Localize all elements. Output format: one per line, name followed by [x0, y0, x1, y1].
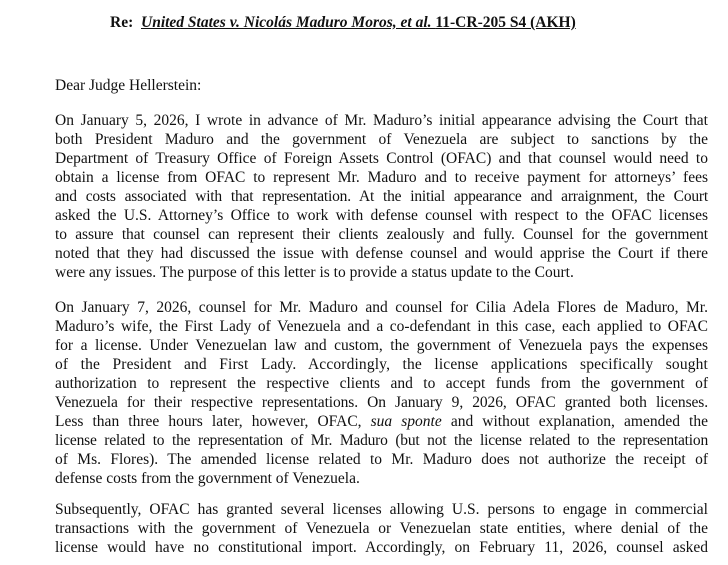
- paragraph-2-line-5: authorization to represent the respective clients and to accept funds from the government of: [55, 375, 708, 392]
- paragraph-1-line-4: obtain a license from OFAC to represent Mr. Maduro and to receive payment for attorneys’ fees: [55, 169, 708, 186]
- paragraph-2-line-1: On January 7, 2026, counsel for Mr. Maduro and counsel for Cilia Adela Flores de Maduro, Mr.: [55, 299, 708, 316]
- paragraph-2-line-2: Maduro’s wife, the First Lady of Venezuela and a co-defendant in this case, each applied to OFAC: [55, 318, 708, 335]
- paragraph-1-line-2: both President Maduro and the government of Venezuela are subject to sanctions by the: [55, 131, 708, 148]
- paragraph-1-line-8: noted that they had discussed the issue with defense counsel and would apprise the Court if there: [55, 245, 708, 262]
- paragraph-1-line-1: On January 5, 2026, I wrote in advance of Mr. Maduro’s initial appearance advising the Court that: [55, 112, 708, 129]
- paragraph-1-line-5: and costs associated with that representation. At the initial appearance and arraignment, the Court: [55, 188, 708, 205]
- paragraph-2-line-7: [55, 412, 708, 431]
- paragraph-3: [55, 500, 708, 557]
- paragraph-2-line-10: defense costs from the government of Venezuela.: [55, 470, 360, 487]
- paragraph-3-line-2: transactions with the government of Venezuela or Venezuelan state entities, where denial of the: [55, 520, 708, 537]
- paragraph-2-line-9: of Ms. Flores). The amended license related to Mr. Maduro does not authorize the receipt of: [55, 451, 708, 468]
- case-number: 11-CR-205 S4 (AKH): [435, 14, 576, 31]
- paragraph-2-line-7-end: and without explanation, amended the: [441, 413, 708, 430]
- case-caption: [141, 14, 576, 31]
- paragraph-1-line-7: to assure that counsel can represent their clients zealously and fully. Counsel for the government: [55, 226, 708, 243]
- paragraph-2: [55, 298, 708, 488]
- paragraph-2-line-7-start: Less than three hours later, however, OFAC,: [55, 413, 371, 430]
- paragraph-1-line-6: asked the U.S. Attorney’s Office to work with defense counsel with respect to the OFAC licenses: [55, 207, 708, 224]
- paragraph-1: [55, 111, 708, 282]
- re-label: Re:: [110, 14, 134, 31]
- paragraph-2-line-8: license related to the representation of Mr. Maduro (but not the license related to the representation: [55, 432, 708, 449]
- paragraph-2-line-4: of the President and First Lady. Accordingly, the license applications specifically sought: [55, 356, 708, 373]
- paragraph-1-line-9: were any issues. The purpose of this letter is to provide a status update to the Court.: [55, 264, 574, 281]
- re-line: [110, 14, 576, 32]
- paragraph-3-line-1: Subsequently, OFAC has granted several licenses allowing U.S. persons to engage in commercial: [55, 501, 708, 518]
- paragraph-2-line-3: for a license. Under Venezuelan law and custom, the government of Venezuela pays the expenses: [55, 337, 708, 354]
- paragraph-2-line-6: Venezuela for their respective representations. On January 9, 2026, OFAC granted both licenses.: [55, 394, 708, 411]
- paragraph-1-line-3: Department of Treasury Office of Foreign Assets Control (OFAC) and that counsel would need to: [55, 150, 708, 167]
- sua-sponte-phrase: sua sponte: [370, 413, 442, 430]
- case-title: United States v. Nicolás Maduro Moros, et al.: [141, 14, 432, 31]
- paragraph-3-line-3: license would have no constitutional import. Accordingly, on February 11, 2026, counsel asked: [55, 539, 708, 556]
- salutation: Dear Judge Hellerstein:: [55, 77, 202, 94]
